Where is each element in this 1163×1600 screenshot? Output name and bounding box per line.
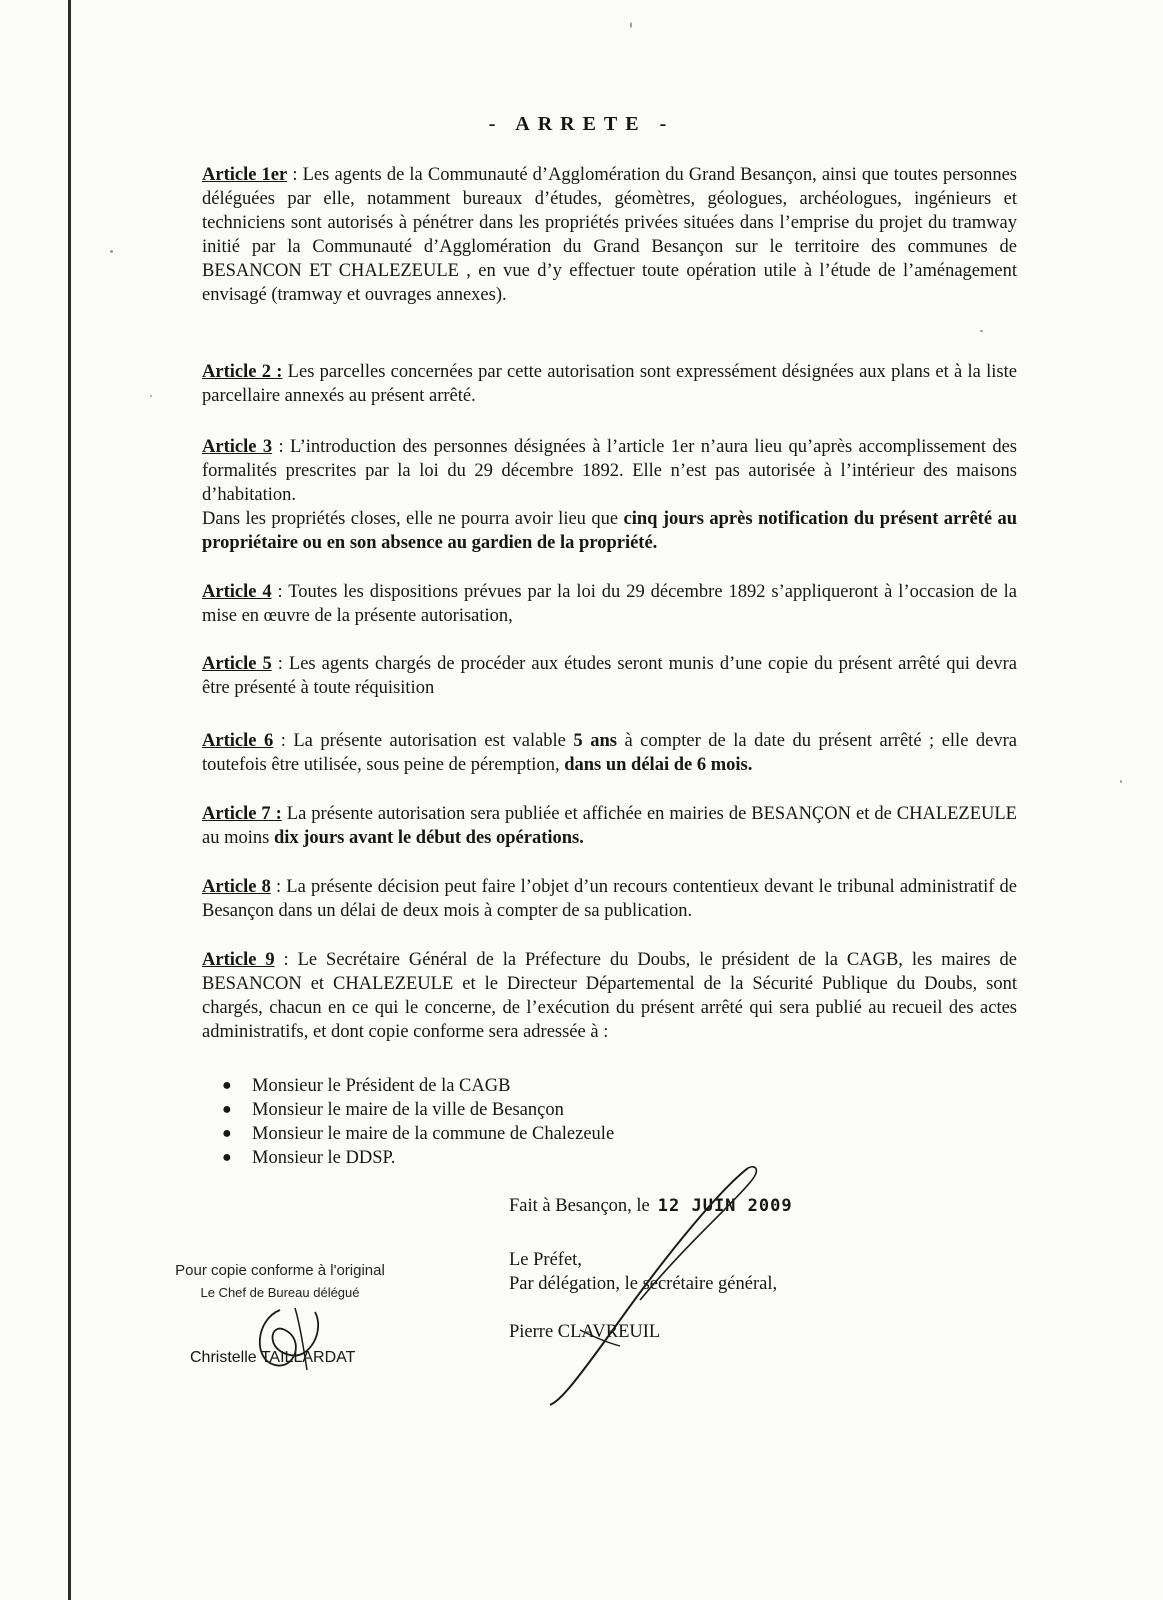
- article-4: [202, 580, 1017, 628]
- recipient-label: Monsieur le maire de la commune de Chalezeule: [252, 1124, 615, 1144]
- prefect-signer-name: Pierre CLAVREUIL: [509, 1322, 661, 1342]
- article-9-label: Article 9: [202, 950, 275, 970]
- article-5-label: Article 5: [202, 654, 272, 674]
- article-5: [202, 652, 1017, 700]
- copy-signer-name: Christelle TAILLARDAT: [190, 1349, 356, 1366]
- article-7-bold: dix jours avant le début des opérations.: [273, 828, 584, 848]
- article-7-label: Article 7 :: [202, 804, 282, 824]
- list-item: [218, 1122, 614, 1146]
- recipient-label: Monsieur le DDSP.: [252, 1148, 396, 1168]
- article-3-text-2: Dans les propriétés closes, elle ne pourra avoir lieu que: [202, 509, 624, 529]
- article-6: [202, 729, 1017, 777]
- recipient-label: Monsieur le maire de la ville de Besançon: [252, 1100, 564, 1120]
- prefect-title: Le Préfet,: [509, 1250, 582, 1270]
- date-stamp: 12 JUIN 2009: [657, 1196, 793, 1216]
- document-title: - ARRETE -: [488, 113, 675, 135]
- article-6-text-2: à compter de la date du présent arrêté ; elle devra toutefois être utilisée, sous peine de péremption,: [202, 731, 1018, 775]
- bullet-icon: ●: [222, 1101, 232, 1118]
- recipient-label: Monsieur le Président de la CAGB: [252, 1076, 511, 1096]
- scan-speck: [110, 250, 113, 253]
- bullet-icon: ●: [222, 1077, 232, 1094]
- copy-conform-stamp: [150, 1262, 410, 1300]
- article-2-text: Les parcelles concernées par cette autorisation sont expressément désignées aux plans et à la liste parcellaire annexés au présent arrêté.: [202, 362, 1017, 406]
- prefect-delegation: Par délégation, le secrétaire général,: [509, 1274, 778, 1294]
- article-6-label: Article 6: [202, 731, 274, 751]
- article-9-text: : Le Secrétaire Général de la Préfecture du Doubs, le président de la CAGB, les maires de BESANCON et CHALEZEULE et le Directeur Départemental de la Sécurité Publique du Doubs, sont chargés, chacun en ce qui le concerne, de l’exécution du présent arrêté qui sera publié au recueil des actes administratifs, et dont copie conforme sera adressée à :: [202, 950, 1017, 1042]
- article-2: [202, 360, 1017, 408]
- article-8-text: : La présente décision peut faire l’objet d’un recours contentieux devant le tribunal administratif de Besançon dans un délai de deux mois à compter de sa publication.: [202, 877, 1017, 921]
- list-item: [218, 1098, 614, 1122]
- article-3-label: Article 3: [202, 437, 273, 457]
- article-7: [202, 802, 1017, 850]
- bullet-icon: ●: [222, 1149, 232, 1166]
- article-6-text: : La présente autorisation est valable: [273, 731, 574, 751]
- article-7-text: La présente autorisation sera publiée et affichée en mairies de BESANÇON et de CHALEZEULE au moins: [202, 804, 1017, 848]
- article-8-label: Article 8: [202, 877, 271, 897]
- scan-left-edge: [68, 0, 71, 1600]
- copy-stamp-line-1: Pour copie conforme à l'original: [175, 1262, 385, 1279]
- article-2-label: Article 2 :: [202, 362, 283, 382]
- recipient-list: [218, 1074, 614, 1170]
- copy-signature-icon: [245, 1300, 335, 1380]
- article-1-label: Article 1er: [202, 165, 288, 185]
- article-3-text: : L’introduction des personnes désignées à l’article 1er n’aura lieu qu’après accomplissement des formalités prescrites par la loi du 29 décembre 1892. Elle n’est pas autorisée à l’intérieur des maisons d’habitation.: [202, 437, 1018, 505]
- article-1: [202, 163, 1017, 307]
- article-4-text: : Toutes les dispositions prévues par la loi du 29 décembre 1892 s’appliqueront à l’occasion de la mise en œuvre de la présente autorisation,: [202, 582, 1017, 626]
- copy-stamp-line-2: Le Chef de Bureau délégué: [200, 1285, 360, 1300]
- scan-speck: [630, 22, 632, 28]
- article-3: [202, 435, 1017, 555]
- article-4-label: Article 4: [202, 582, 272, 602]
- article-1-text: : Les agents de la Communauté d’Agglomération du Grand Besançon, ainsi que toutes personnes déléguées par elle, notamment bureaux d’études, géomètres, géologues, archéologues, ingénieurs et techniciens sont autorisés à pénétrer dans les propriétés privées situées dans l’emprise du projet du tramway initié par la Communauté d’Agglomération du Grand Besançon sur le territoire des communes de BESANCON ET CHALEZEULE , en vue d’y effectuer toute opération utile à l’étude de l’aménagement envisagé (tramway et ouvrages annexes).: [202, 165, 1018, 305]
- article-5-text: : Les agents chargés de procéder aux études seront munis d’une copie du présent arrêté qui devra être présenté à toute réquisition: [202, 654, 1017, 698]
- article-8: [202, 875, 1017, 923]
- scan-speck: [980, 330, 983, 332]
- list-item: [218, 1074, 614, 1098]
- scan-speck: [1120, 780, 1122, 783]
- prefect-signature-icon: [520, 1160, 780, 1410]
- article-6-bold-2: dans un délai de 6 mois.: [564, 755, 753, 775]
- article-9: [202, 948, 1017, 1044]
- article-3-bold: cinq jours après notification du présent arrêté au propriétaire ou en son absence au gardien de la propriété.: [202, 509, 1017, 553]
- made-at-label: Fait à Besançon, le: [509, 1196, 650, 1216]
- article-6-bold-1: 5 ans: [573, 731, 617, 751]
- bullet-icon: ●: [222, 1125, 232, 1142]
- scan-speck: [150, 395, 152, 397]
